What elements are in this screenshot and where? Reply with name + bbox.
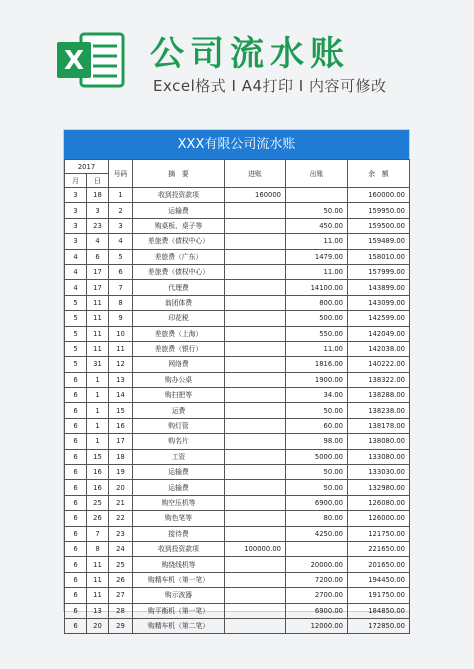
number-cell: 21 <box>109 495 133 510</box>
balance-cell: 121750.00 <box>348 526 410 541</box>
income-cell <box>225 418 286 433</box>
number-cell: 7 <box>109 280 133 295</box>
number-cell: 13 <box>109 372 133 387</box>
summary-cell: 收到投资款项 <box>133 541 225 556</box>
income-cell <box>225 618 286 633</box>
summary-cell: 代理费 <box>133 280 225 295</box>
day-cell: 23 <box>87 218 109 233</box>
number-cell: 17 <box>109 434 133 449</box>
month-cell: 3 <box>65 234 87 249</box>
day-cell: 11 <box>87 572 109 587</box>
month-cell: 6 <box>65 526 87 541</box>
expense-cell <box>286 541 348 556</box>
day-cell: 11 <box>87 341 109 356</box>
month-cell: 6 <box>65 388 87 403</box>
balance-cell: 160000.00 <box>348 188 410 203</box>
expense-cell: 7200.00 <box>286 572 348 587</box>
summary-cell: 购示波器 <box>133 588 225 603</box>
expense-cell: 2700.00 <box>286 588 348 603</box>
month-cell: 6 <box>65 557 87 572</box>
income-cell <box>225 588 286 603</box>
col-header-no: 号码 <box>109 160 133 188</box>
income-cell <box>225 557 286 572</box>
number-cell: 11 <box>109 341 133 356</box>
number-cell: 9 <box>109 311 133 326</box>
expense-cell: 50.00 <box>286 465 348 480</box>
number-cell: 5 <box>109 249 133 264</box>
day-cell: 16 <box>87 465 109 480</box>
day-cell: 15 <box>87 449 109 464</box>
excel-icon <box>55 30 127 90</box>
day-cell: 25 <box>87 495 109 510</box>
page-title: 公司流水账 <box>150 34 350 74</box>
table-row <box>65 418 410 433</box>
expense-cell: 450.00 <box>286 218 348 233</box>
day-cell: 11 <box>87 326 109 341</box>
balance-cell: 133080.00 <box>348 449 410 464</box>
number-cell: 15 <box>109 403 133 418</box>
balance-cell: 142599.00 <box>348 311 410 326</box>
summary-cell: 运输费 <box>133 465 225 480</box>
table-row <box>65 357 410 372</box>
day-cell: 3 <box>87 203 109 218</box>
ledger-table <box>64 159 410 634</box>
col-header-expense: 出账 <box>286 160 348 188</box>
month-cell: 4 <box>65 249 87 264</box>
day-cell: 11 <box>87 557 109 572</box>
month-cell: 6 <box>65 541 87 556</box>
month-cell: 5 <box>65 341 87 356</box>
balance-cell: 157999.00 <box>348 264 410 279</box>
summary-cell: 购桌板、桌子等 <box>133 218 225 233</box>
income-cell <box>225 403 286 418</box>
day-cell: 11 <box>87 588 109 603</box>
number-cell: 29 <box>109 618 133 633</box>
expense-cell: 4250.00 <box>286 526 348 541</box>
page-subtitle: Excel格式 I A4打印 I 内容可修改 <box>153 77 387 95</box>
summary-cell: 运输费 <box>133 480 225 495</box>
balance-cell: 133030.00 <box>348 465 410 480</box>
table-row <box>65 465 410 480</box>
income-cell <box>225 264 286 279</box>
day-cell: 1 <box>87 434 109 449</box>
expense-cell: 500.00 <box>286 311 348 326</box>
day-cell: 1 <box>87 403 109 418</box>
day-cell: 17 <box>87 264 109 279</box>
balance-cell: 194450.00 <box>348 572 410 587</box>
expense-cell: 60.00 <box>286 418 348 433</box>
number-cell: 12 <box>109 357 133 372</box>
month-cell: 5 <box>65 311 87 326</box>
number-cell: 8 <box>109 295 133 310</box>
balance-cell: 191750.00 <box>348 588 410 603</box>
balance-cell: 143099.00 <box>348 295 410 310</box>
number-cell: 3 <box>109 218 133 233</box>
summary-cell: 购空压机等 <box>133 495 225 510</box>
number-cell: 2 <box>109 203 133 218</box>
month-cell: 4 <box>65 280 87 295</box>
income-cell <box>225 280 286 295</box>
income-cell <box>225 218 286 233</box>
table-row <box>65 280 410 295</box>
month-cell: 6 <box>65 480 87 495</box>
income-cell <box>225 295 286 310</box>
table-row <box>65 326 410 341</box>
number-cell: 24 <box>109 541 133 556</box>
income-cell <box>225 203 286 218</box>
table-row <box>65 572 410 587</box>
month-cell: 5 <box>65 295 87 310</box>
summary-cell: 购绕线机等 <box>133 557 225 572</box>
balance-cell: 138178.00 <box>348 418 410 433</box>
month-cell: 6 <box>65 372 87 387</box>
summary-cell: 差旅费（银行） <box>133 341 225 356</box>
day-cell: 8 <box>87 541 109 556</box>
day-cell: 20 <box>87 618 109 633</box>
table-row <box>65 264 410 279</box>
ledger-sheet <box>63 129 410 631</box>
income-cell <box>225 434 286 449</box>
expense-cell: 1816.00 <box>286 357 348 372</box>
summary-cell: 购灯管 <box>133 418 225 433</box>
number-cell: 1 <box>109 188 133 203</box>
number-cell: 4 <box>109 234 133 249</box>
table-row <box>65 341 410 356</box>
income-cell <box>225 511 286 526</box>
summary-cell: 网络费 <box>133 357 225 372</box>
number-cell: 18 <box>109 449 133 464</box>
income-cell: 100000.00 <box>225 541 286 556</box>
balance-cell: 140222.00 <box>348 357 410 372</box>
table-row <box>65 249 410 264</box>
table-row <box>65 557 410 572</box>
month-cell: 3 <box>65 203 87 218</box>
month-cell: 5 <box>65 357 87 372</box>
day-cell: 18 <box>87 188 109 203</box>
table-row <box>65 588 410 603</box>
month-cell: 6 <box>65 434 87 449</box>
balance-cell: 138080.00 <box>348 434 410 449</box>
balance-cell: 138322.00 <box>348 372 410 387</box>
table-row <box>65 388 410 403</box>
day-cell: 1 <box>87 372 109 387</box>
expense-cell: 20000.00 <box>286 557 348 572</box>
number-cell: 27 <box>109 588 133 603</box>
summary-cell: 收到投资款项 <box>133 188 225 203</box>
summary-cell: 运费 <box>133 403 225 418</box>
day-cell: 6 <box>87 249 109 264</box>
month-cell: 6 <box>65 465 87 480</box>
col-header-month: 月 <box>65 174 87 188</box>
summary-cell: 印花税 <box>133 311 225 326</box>
number-cell: 22 <box>109 511 133 526</box>
summary-cell: 差旅费（广东） <box>133 249 225 264</box>
summary-cell: 翁团体费 <box>133 295 225 310</box>
day-cell: 1 <box>87 418 109 433</box>
income-cell <box>225 341 286 356</box>
income-cell <box>225 388 286 403</box>
income-cell <box>225 572 286 587</box>
number-cell: 16 <box>109 418 133 433</box>
expense-cell: 11.00 <box>286 341 348 356</box>
income-cell <box>225 311 286 326</box>
expense-cell: 14100.00 <box>286 280 348 295</box>
month-cell: 6 <box>65 418 87 433</box>
table-row <box>65 618 410 633</box>
summary-cell: 购办公桌 <box>133 372 225 387</box>
year-cell: 2017 <box>65 160 109 174</box>
table-row <box>65 603 410 618</box>
summary-cell: 差旅费（债权中心） <box>133 264 225 279</box>
summary-cell: 购平衡机（第一笔） <box>133 603 225 618</box>
table-row <box>65 218 410 233</box>
month-cell: 3 <box>65 218 87 233</box>
summary-cell: 购扫把等 <box>133 388 225 403</box>
month-cell: 6 <box>65 618 87 633</box>
balance-cell: 132980.00 <box>348 480 410 495</box>
day-cell: 11 <box>87 295 109 310</box>
table-row <box>65 203 410 218</box>
month-cell: 6 <box>65 511 87 526</box>
month-cell: 6 <box>65 403 87 418</box>
number-cell: 19 <box>109 465 133 480</box>
day-cell: 26 <box>87 511 109 526</box>
summary-cell: 工资 <box>133 449 225 464</box>
income-cell <box>225 449 286 464</box>
table-header-row <box>65 160 410 174</box>
balance-cell: 142049.00 <box>348 326 410 341</box>
number-cell: 26 <box>109 572 133 587</box>
table-row <box>65 234 410 249</box>
col-header-day: 日 <box>87 174 109 188</box>
balance-cell: 201650.00 <box>348 557 410 572</box>
expense-cell: 1900.00 <box>286 372 348 387</box>
income-cell <box>225 372 286 387</box>
income-cell <box>225 526 286 541</box>
day-cell: 11 <box>87 311 109 326</box>
expense-cell: 1479.00 <box>286 249 348 264</box>
number-cell: 23 <box>109 526 133 541</box>
expense-cell: 80.00 <box>286 511 348 526</box>
sheet-banner: XXX有限公司流水账 <box>64 130 409 159</box>
table-row <box>65 295 410 310</box>
summary-cell: 差旅费（债权中心） <box>133 234 225 249</box>
expense-cell: 12000.00 <box>286 618 348 633</box>
balance-cell: 126000.00 <box>348 511 410 526</box>
balance-cell: 158010.00 <box>348 249 410 264</box>
summary-cell: 购名片 <box>133 434 225 449</box>
table-row <box>65 541 410 556</box>
expense-cell: 11.00 <box>286 234 348 249</box>
table-row <box>65 372 410 387</box>
income-cell <box>225 480 286 495</box>
balance-cell: 172850.00 <box>348 618 410 633</box>
balance-cell: 138288.00 <box>348 388 410 403</box>
expense-cell: 6900.00 <box>286 495 348 510</box>
balance-cell: 142038.00 <box>348 341 410 356</box>
table-row <box>65 311 410 326</box>
balance-cell: 143899.00 <box>348 280 410 295</box>
number-cell: 25 <box>109 557 133 572</box>
summary-cell: 购色笔等 <box>133 511 225 526</box>
summary-cell: 购精车机（第一笔） <box>133 572 225 587</box>
summary-cell: 运输费 <box>133 203 225 218</box>
table-row <box>65 526 410 541</box>
balance-cell: 159500.00 <box>348 218 410 233</box>
month-cell: 6 <box>65 572 87 587</box>
summary-cell: 购精车机（第二笔） <box>133 618 225 633</box>
day-cell: 7 <box>87 526 109 541</box>
day-cell: 13 <box>87 603 109 618</box>
month-cell: 6 <box>65 495 87 510</box>
income-cell <box>225 326 286 341</box>
summary-cell: 差旅费（上海） <box>133 326 225 341</box>
table-row <box>65 434 410 449</box>
income-cell <box>225 495 286 510</box>
month-cell: 3 <box>65 188 87 203</box>
number-cell: 20 <box>109 480 133 495</box>
summary-cell: 接待费 <box>133 526 225 541</box>
income-cell <box>225 465 286 480</box>
balance-cell: 184850.00 <box>348 603 410 618</box>
col-header-balance: 余 额 <box>348 160 410 188</box>
table-row <box>65 480 410 495</box>
month-cell: 5 <box>65 326 87 341</box>
day-cell: 16 <box>87 480 109 495</box>
day-cell: 17 <box>87 280 109 295</box>
balance-cell: 159950.00 <box>348 203 410 218</box>
expense-cell <box>286 188 348 203</box>
day-cell: 31 <box>87 357 109 372</box>
balance-cell: 138238.00 <box>348 403 410 418</box>
expense-cell: 50.00 <box>286 480 348 495</box>
expense-cell: 98.00 <box>286 434 348 449</box>
table-row <box>65 511 410 526</box>
balance-cell: 159489.00 <box>348 234 410 249</box>
income-cell <box>225 603 286 618</box>
month-cell: 6 <box>65 449 87 464</box>
income-cell: 160000 <box>225 188 286 203</box>
month-cell: 4 <box>65 264 87 279</box>
table-row <box>65 449 410 464</box>
number-cell: 14 <box>109 388 133 403</box>
number-cell: 6 <box>109 264 133 279</box>
expense-cell: 550.00 <box>286 326 348 341</box>
expense-cell: 50.00 <box>286 403 348 418</box>
expense-cell: 34.00 <box>286 388 348 403</box>
income-cell <box>225 357 286 372</box>
day-cell: 1 <box>87 388 109 403</box>
day-cell: 4 <box>87 234 109 249</box>
page-header <box>0 0 474 112</box>
expense-cell: 11.00 <box>286 264 348 279</box>
logo-letter: X <box>63 46 85 76</box>
month-cell: 6 <box>65 588 87 603</box>
number-cell: 10 <box>109 326 133 341</box>
expense-cell: 50.00 <box>286 203 348 218</box>
table-row <box>65 495 410 510</box>
expense-cell: 6900.00 <box>286 603 348 618</box>
month-cell: 6 <box>65 603 87 618</box>
table-row <box>65 403 410 418</box>
balance-cell: 126080.00 <box>348 495 410 510</box>
col-header-summary: 摘 要 <box>133 160 225 188</box>
table-row <box>65 188 410 203</box>
expense-cell: 800.00 <box>286 295 348 310</box>
balance-cell: 221650.00 <box>348 541 410 556</box>
income-cell <box>225 249 286 264</box>
expense-cell: 5000.00 <box>286 449 348 464</box>
col-header-income: 进账 <box>225 160 286 188</box>
income-cell <box>225 234 286 249</box>
number-cell: 28 <box>109 603 133 618</box>
